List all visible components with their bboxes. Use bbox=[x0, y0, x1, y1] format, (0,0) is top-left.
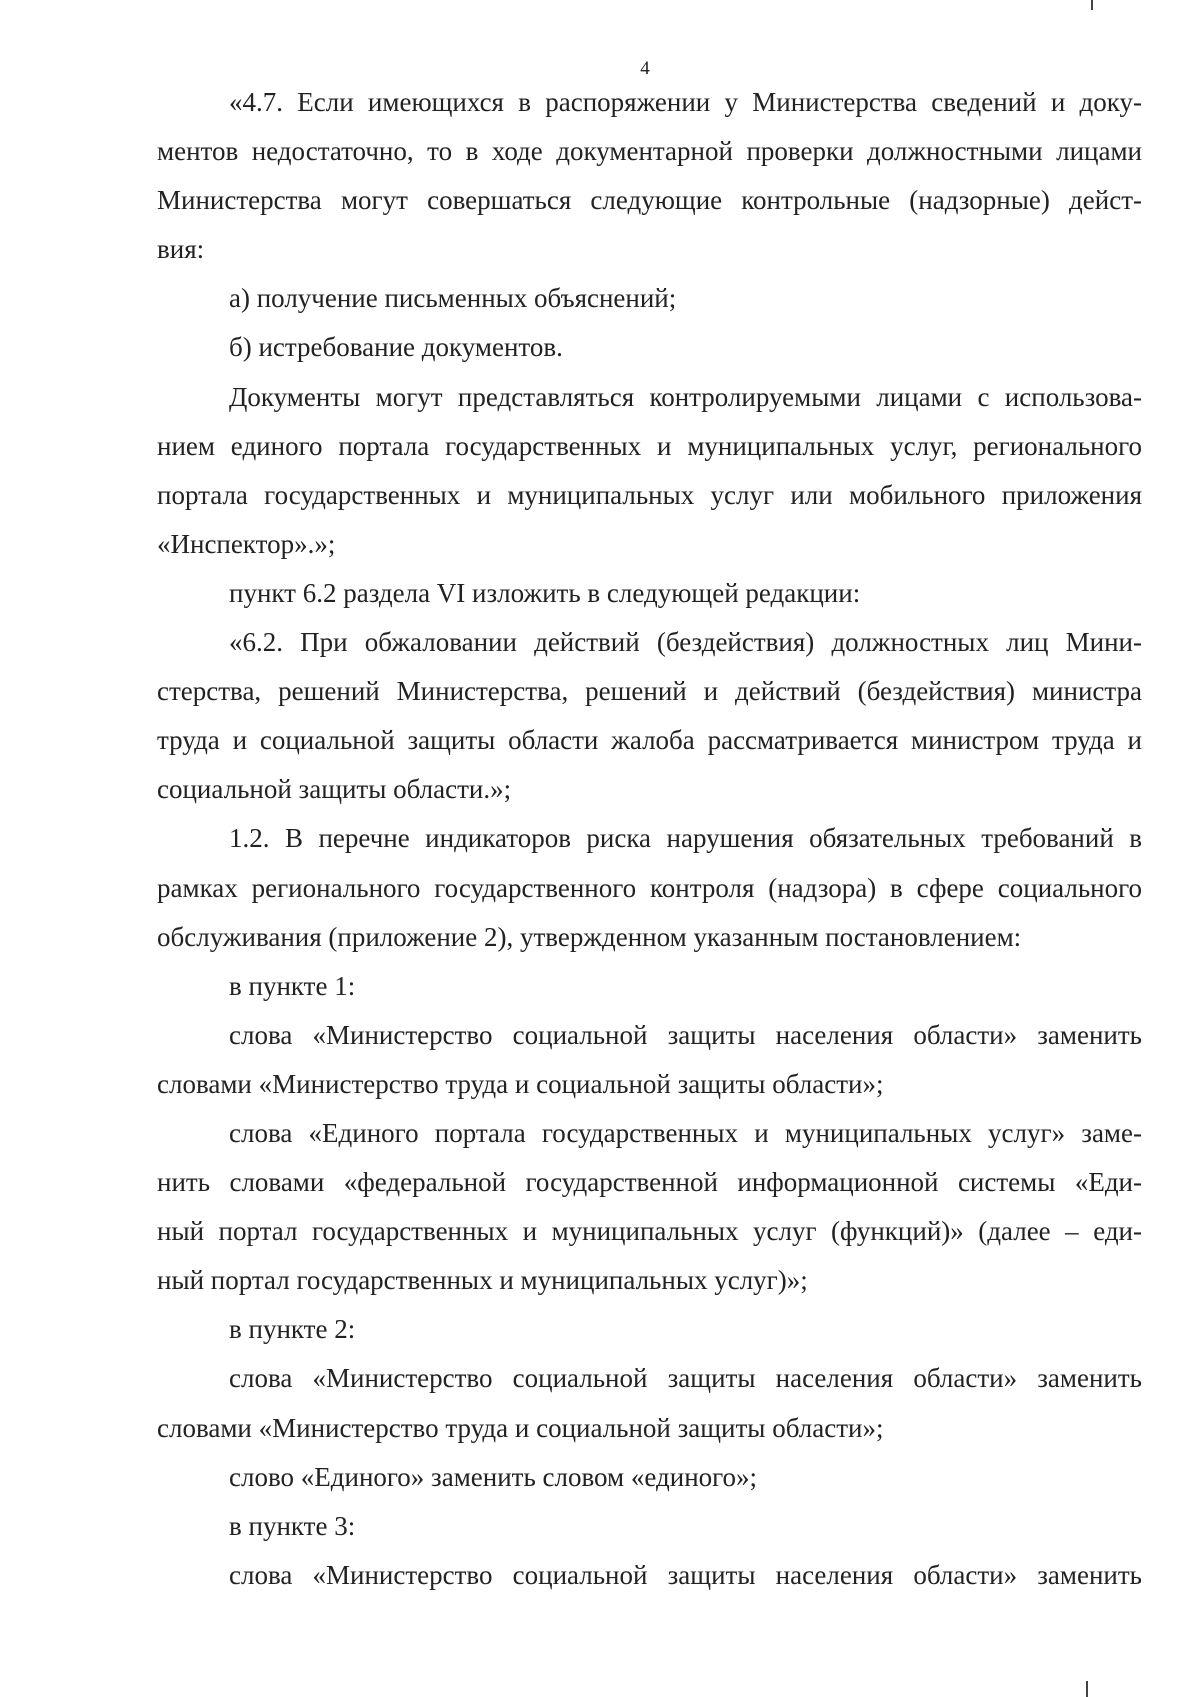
text-line: 1.2. В перечне индикаторов риска нарушения обязательных требований в bbox=[229, 823, 1142, 854]
text-line: социальной защиты области.»; bbox=[157, 774, 512, 805]
document-body bbox=[157, 78, 1142, 1600]
page-number: 4 bbox=[640, 58, 650, 79]
text-line: портала государственных и муниципальных услуг или мобильного приложения bbox=[157, 479, 1142, 510]
text-line: рамках регионального государственного контроля (надзора) в сфере социального bbox=[157, 872, 1142, 903]
text-line: «4.7. Если имеющихся в распоряжении у Министерства сведений и доку- bbox=[229, 87, 1142, 117]
text-line: слова «Министерство социальной защиты населения области» заменить bbox=[229, 1559, 1142, 1590]
text-line: слова «Министерство социальной защиты населения области» заменить bbox=[229, 1363, 1142, 1394]
text-line: Министерства могут совершаться следующие контрольные (надзорные) дейст- bbox=[157, 185, 1142, 216]
text-line: пункт 6.2 раздела VI изложить в следующей редакции: bbox=[229, 577, 861, 608]
text-line: Документы могут представляться контролируемыми лицами с использова- bbox=[229, 381, 1142, 412]
text-line: в пункте 3: bbox=[229, 1510, 356, 1541]
text-line: а) получение письменных объяснений; bbox=[229, 283, 677, 314]
text-line: обслуживания (приложение 2), утвержденном указанным постановлением: bbox=[157, 921, 1022, 952]
text-line: ный портал государственных и муниципальных услуг)»; bbox=[157, 1265, 808, 1296]
text-line: ментов недостаточно, то в ходе документарной проверки должностными лицами bbox=[157, 136, 1142, 167]
text-line: слова «Единого портала государственных и муниципальных услуг» заме- bbox=[229, 1117, 1142, 1148]
text-line: нием единого портала государственных и муниципальных услуг, регионального bbox=[157, 430, 1142, 461]
scan-mark bbox=[1091, 0, 1093, 10]
text-line: б) истребование документов. bbox=[229, 332, 563, 363]
text-line: «Инспектор».»; bbox=[157, 528, 336, 559]
scan-mark bbox=[1086, 1681, 1088, 1697]
text-line: нить словами «федеральной государственной информационной системы «Еди- bbox=[157, 1167, 1142, 1198]
text-line: словами «Министерство труда и социальной защиты области»; bbox=[157, 1412, 884, 1443]
text-line: в пункте 1: bbox=[229, 970, 356, 1001]
text-line: вия: bbox=[157, 234, 205, 265]
text-line: словами «Министерство труда и социальной защиты области»; bbox=[157, 1068, 884, 1099]
text-line: труда и социальной защиты области жалоба рассматривается министром труда и bbox=[157, 725, 1142, 756]
text-line: ный портал государственных и муниципальных услуг (функций)» (далее – еди- bbox=[157, 1216, 1142, 1247]
text-line: слова «Министерство социальной защиты населения области» заменить bbox=[229, 1019, 1142, 1050]
text-line: стерства, решений Министерства, решений и действий (бездействия) министра bbox=[157, 676, 1142, 707]
text-line: слово «Единого» заменить словом «единого»; bbox=[229, 1461, 758, 1492]
text-line: в пункте 2: bbox=[229, 1314, 356, 1345]
text-line: «6.2. При обжаловании действий (бездействия) должностных лиц Мини- bbox=[229, 627, 1142, 658]
